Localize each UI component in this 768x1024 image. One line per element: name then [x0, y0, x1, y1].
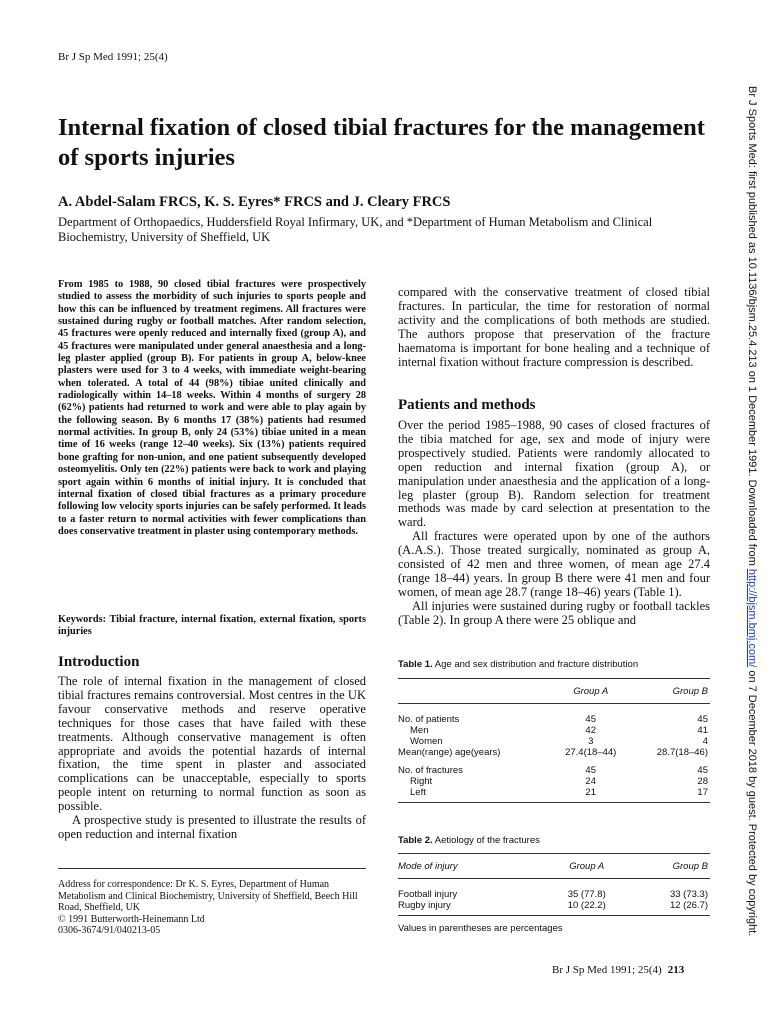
table-cell: 35 (77.8): [567, 889, 606, 900]
table-header-cell: Group B: [672, 860, 708, 872]
table-header-row: [398, 854, 710, 879]
footnote-divider: [58, 868, 366, 869]
table-row: [398, 879, 710, 901]
introduction-paragraph: The role of internal fixation in the management of closed tibial fractures remains controversial. Most centres in the UK favour conservative methods and reserve operative techniques for those cases that have failed with these treatments. Although conservative management is often appropriate and avoids the potential hazards of internal fixation, the time spent in plaster and associated complications can be unacceptable, especially to sports people intent on returning to normal function as soon as possible.: [58, 674, 366, 814]
table-cell: 28: [697, 776, 708, 787]
methods-paragraph: All injuries were sustained during rugby or football tackles (Table 2). In group A there were 25 oblique and: [398, 598, 710, 627]
article-title: Internal fixation of closed tibial fractures for the management of sports injuries: [58, 114, 705, 171]
table1-caption: [398, 659, 638, 670]
table-cell: 10 (22.2): [547, 900, 627, 916]
side-note-text: Br J Sports Med: first published as 10.1136/bjsm.25.4.213 on 1 December 1991. Downloaded from: [746, 86, 758, 569]
table-cell: 42: [585, 725, 596, 736]
table-cell: 28.7(18–46): [656, 747, 708, 758]
introduction-heading: Introduction: [58, 654, 140, 670]
table-header-cell: Group A: [573, 685, 609, 697]
table-cell: Right: [410, 776, 433, 787]
table-cell: Mean(range) age(years): [398, 747, 501, 758]
table-cell: Football injury: [398, 889, 458, 900]
methods-paragraph: Over the period 1985–1988, 90 cases of closed fractures of the tibia matched for age, sex and mode of injury were prospectively studied. Patients were randomly allocated to open reduction and internal fixation (group A), or manipulation under anaesthesia and the application of a long-leg plaster (group B). Random selection for treatment methods was made by card selection at presentation to the ward.: [398, 418, 710, 530]
table-cell: 45: [585, 714, 596, 725]
author-affiliation: Department of Orthopaedics, Huddersfield Royal Infirmary, UK, and *Department of Human Metabolism and Clinical Biochemistry, University of Sheffield, UK: [58, 215, 653, 244]
table1-caption-label: Table 1.: [398, 659, 433, 670]
table-cell: 24: [585, 776, 596, 787]
table-header-row: [398, 679, 710, 704]
table-cell: 45: [585, 765, 596, 776]
table2-note: Values in parentheses are percentages: [398, 923, 563, 934]
continuation-paragraph: compared with the conservative treatment of closed tibial fractures. In particular, the time for restoration of normal activity and the complications of both methods are studied. The authors propose that preservation of the fracture haematoma is important for bone healing and a technique of internal fixation without fracture compression is described.: [398, 285, 710, 369]
article-code: 0306-3674/91/040213-05: [58, 925, 161, 937]
table2-caption-text: Aetiology of the fractures: [432, 835, 540, 846]
table-cell: 21: [552, 787, 629, 803]
table1-caption-text: Age and sex distribution and fracture distribution: [432, 659, 639, 670]
table-row: [398, 900, 710, 916]
methods-paragraph: All fractures were operated upon by one of the authors (A.A.S.). Those treated surgically, nominated as group A, consisted of 42 men and three women, of mean age 27.4 (range 18–44) years. In group B there were 41 men and four women, of mean age 28.7 (range 18–46) years (Table 1).: [398, 529, 710, 599]
table-cell: No. of patients: [398, 714, 460, 725]
table-cell: 45: [697, 765, 708, 776]
table-row: [398, 747, 710, 758]
table-row: [398, 736, 710, 747]
table-cell: 33 (73.3): [669, 889, 708, 900]
table-row: [398, 787, 710, 803]
introduction-paragraph: A prospective study is presented to illustrate the results of open reduction and internal fixation: [58, 813, 366, 841]
table-header-cell: Group A: [569, 860, 605, 872]
table2-caption: [398, 835, 540, 846]
table-cell: Women: [410, 736, 443, 747]
introduction-body: [58, 675, 366, 842]
journal-reference-top: Br J Sp Med 1991; 25(4): [58, 51, 168, 63]
table-cell: 4: [702, 736, 708, 747]
table-cell: 27.4(18–44): [565, 747, 617, 758]
correspondence-address: Address for correspondence: Dr K. S. Eyres, Department of Human Metabolism and Clinical Biochemistry, University of Sheffield, Beech Hill Road, Sheffield, UK: [58, 879, 358, 914]
table-cell: 3: [588, 736, 594, 747]
patients-methods-heading: Patients and methods: [398, 397, 536, 413]
table2: [398, 853, 710, 916]
table2-caption-label: Table 2.: [398, 835, 433, 846]
table-cell: No. of fractures: [398, 765, 463, 776]
table-row: [398, 758, 710, 776]
side-note-text-end: on 7 December 2018 by guest. Protected by copyright.: [746, 667, 758, 937]
table-cell: 12 (26.7): [626, 900, 710, 916]
correspondence-footnote: [58, 879, 366, 937]
table-header-cell: [398, 679, 552, 704]
table1: [398, 678, 710, 803]
bjsm-link[interactable]: http://bjsm.bmj.com/: [746, 568, 758, 668]
footer-journal: Br J Sp Med 1991; 25(4): [552, 964, 662, 976]
table-header-cell: Mode of injury: [398, 860, 458, 872]
table-cell: Left: [398, 787, 552, 803]
journal-reference-footer: [552, 964, 684, 976]
copyright-line: © 1991 Butterworth-Heinemann Ltd: [58, 913, 205, 925]
patients-methods-body: [398, 419, 710, 628]
abstract: From 1985 to 1988, 90 closed tibial fractures were prospectively studied to assess the morbidity of such injuries to sports people and how this can be influenced by treatment regimens. All fractures were sustained during rugby or football matches. After random selection, 45 fractures were openly reduced and internally fixed (group A), and 45 fractures were manipulated under general anaesthesia and a long-leg plaster applied (group B). For patients in group A, below-knee plasters were used for 3 to 4 weeks, with immediate weight-bearing when tolerated. A total of 44 (98%) tibiae united clinically and radiologically within 14–18 weeks. Within 4 months of surgery 28 (62%) patients had returned to work and were able to play again by the following season. By 6 months 17 (38%) patients had resumed normal activities. In group B, only 24 (53%) tibiae united in a mean time of 16 weeks (range 12–40 weeks). Six (13%) patients required bone grafting for non-union, and one patient subsequently developed osteomyelitis. Only ten (22%) patients were back to work and playing sport again within 6 months of initial injury. It is concluded that internal fixation of closed tibial fractures as a primary procedure following low velocity sports injuries can be safely performed. It leads to a faster return to normal activities with fewer complications than does conservative treatment in plaster using contemporary methods.: [58, 279, 366, 537]
page-number: 213: [667, 964, 685, 976]
table-cell: 17: [629, 787, 710, 803]
table-row: [398, 776, 710, 787]
author-list: A. Abdel-Salam FRCS, K. S. Eyres* FRCS and J. Cleary FRCS: [58, 194, 451, 210]
table-header-cell: Group B: [672, 685, 708, 697]
keywords: Keywords: Tibial fracture, internal fixation, external fixation, sports injuries: [58, 614, 366, 638]
table-cell: 41: [697, 725, 708, 736]
table-cell: 45: [697, 714, 708, 725]
table-row: [398, 725, 710, 736]
table-cell: Rugby injury: [398, 900, 547, 916]
table-cell: Men: [410, 725, 429, 736]
side-copyright-note: [746, 86, 758, 1016]
table-row: [398, 704, 710, 726]
